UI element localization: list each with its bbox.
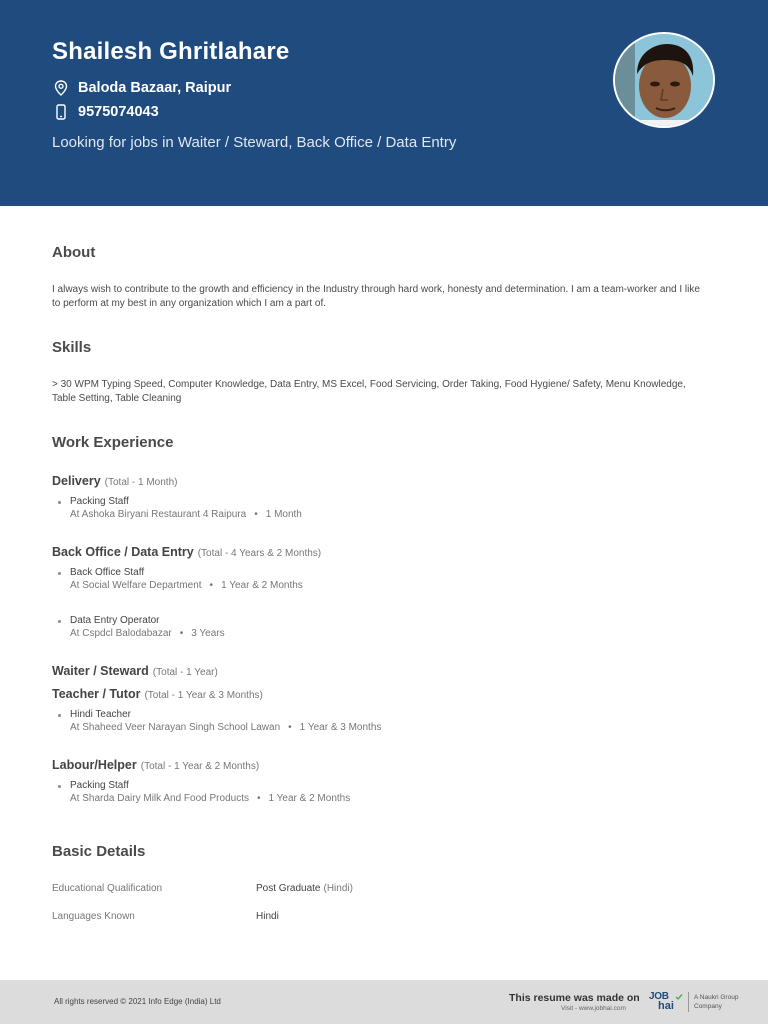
category-name: Teacher / Tutor	[52, 687, 141, 701]
category-name: Labour/Helper	[52, 758, 137, 772]
work-category	[52, 758, 259, 772]
bullet-separator: •	[179, 628, 184, 639]
phone-row	[52, 103, 159, 121]
work-category	[52, 664, 218, 678]
job-duration: 1 Month	[265, 509, 302, 520]
work-experience-heading: Work Experience	[52, 434, 174, 451]
skills-text: > 30 WPM Typing Speed, Computer Knowledge, Data Entry, MS Excel, Food Servicing, Order Taking, Food Hygiene/ Safety, Menu Knowledge, Table Setting, Table Cleaning	[52, 379, 686, 404]
made-on-text: This resume was made on	[509, 992, 640, 1004]
copyright-text: All rights reserved © 2021 Info Edge (India) Ltd	[54, 997, 221, 1006]
job-company-line	[58, 580, 303, 591]
visit-link[interactable]: Visit - www.jobhai.com	[561, 1005, 626, 1012]
jobhai-logo[interactable]	[649, 991, 685, 1013]
category-total: (Total - 1 Year)	[152, 667, 218, 678]
job-duration: 1 Year & 3 Months	[299, 722, 382, 733]
naukri-group-text	[694, 993, 754, 1011]
category-name: Delivery	[52, 474, 101, 488]
category-name: Waiter / Steward	[52, 664, 149, 678]
bullet-separator: •	[288, 722, 292, 733]
page-footer	[0, 980, 768, 1024]
job-duration: 1 Year & 2 Months	[268, 793, 351, 804]
location-pin-icon	[52, 79, 70, 97]
logo-text-bottom: hai	[658, 1000, 674, 1012]
job-title: Hindi Teacher	[58, 709, 381, 720]
job-company: At Sharda Dairy Milk And Food Products	[70, 793, 249, 804]
location-row	[52, 79, 231, 97]
location-text: Baloda Bazaar, Raipur	[78, 80, 232, 96]
job-company: At Ashoka Biryani Restaurant 4 Raipura	[70, 509, 247, 520]
mobile-phone-icon	[52, 103, 70, 121]
category-total: (Total - 1 Month)	[104, 477, 178, 488]
about-text: I always wish to contribute to the growth and efficiency in the Industry through hard work, honesty and determination. I am a team-worker and I like to perform at my best in any organization which I am a part of.	[52, 284, 700, 309]
job-company: At Shaheed Veer Narayan Singh School Lawan	[70, 722, 281, 733]
bullet-separator: •	[209, 580, 214, 591]
detail-value	[256, 883, 353, 894]
check-icon	[675, 993, 683, 1001]
about-heading: About	[52, 244, 96, 261]
naukri-line-2: Company	[694, 1003, 722, 1010]
candidate-name: Shailesh Ghritlahare	[52, 38, 290, 65]
bullet-separator: •	[254, 509, 258, 520]
job-title: Packing Staff	[58, 780, 350, 791]
detail-label: Educational Qualification	[52, 883, 163, 894]
job-company: At Social Welfare Department	[70, 580, 202, 591]
work-category	[52, 474, 177, 488]
naukri-line-1: A Naukri Group	[694, 994, 739, 1001]
bullet-separator: •	[256, 793, 261, 804]
job-entry	[58, 709, 381, 733]
job-duration: 1 Year & 2 Months	[221, 580, 303, 591]
detail-value	[256, 911, 279, 922]
qualification-value: Post Graduate	[256, 883, 321, 894]
job-title: Back Office Staff	[58, 567, 303, 578]
avatar	[613, 32, 715, 128]
category-name: Back Office / Data Entry	[52, 545, 194, 559]
profile-header	[0, 0, 768, 206]
qualification-subject: (Hindi)	[323, 883, 353, 894]
category-total: (Total - 1 Year & 2 Months)	[140, 761, 260, 772]
job-company-line	[58, 509, 302, 520]
languages-value: Hindi	[256, 911, 279, 922]
job-company: At Cspdcl Balodabazar	[70, 628, 172, 639]
basic-details-heading: Basic Details	[52, 843, 146, 860]
logo-divider	[688, 992, 689, 1012]
job-title: Data Entry Operator	[58, 615, 225, 626]
job-title: Packing Staff	[58, 496, 302, 507]
skills-heading: Skills	[52, 339, 92, 356]
work-category	[52, 545, 321, 559]
job-entry	[58, 780, 350, 804]
phone-number[interactable]: 9575074043	[78, 104, 159, 120]
logo-text-top: JOB	[649, 991, 669, 1002]
job-preference-tagline: Looking for jobs in Waiter / Steward, Back Office / Data Entry	[52, 134, 457, 151]
job-company-line	[58, 793, 350, 804]
work-category	[52, 687, 263, 701]
job-duration: 3 Years	[191, 628, 225, 639]
category-total: (Total - 4 Years & 2 Months)	[197, 548, 322, 559]
job-entry	[58, 615, 225, 639]
job-company-line	[58, 722, 381, 733]
category-total: (Total - 1 Year & 3 Months)	[144, 690, 263, 701]
job-company-line	[58, 628, 225, 639]
detail-label: Languages Known	[52, 911, 135, 922]
job-entry	[58, 567, 303, 591]
job-entry	[58, 496, 302, 520]
